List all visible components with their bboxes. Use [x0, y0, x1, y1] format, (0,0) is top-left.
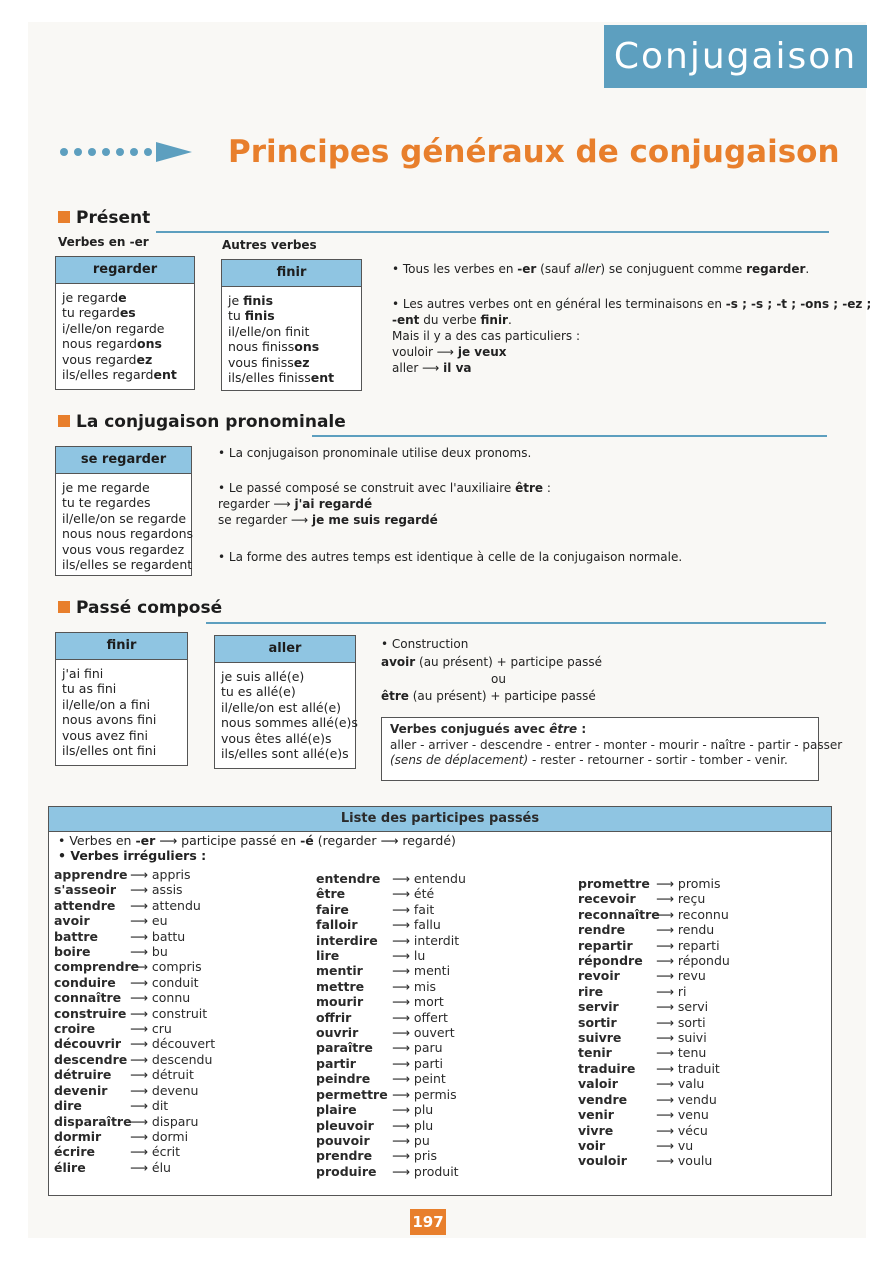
past-participle: ⟶ servi	[656, 999, 709, 1015]
past-participle: ⟶ tenu	[656, 1045, 707, 1061]
past-participle: ⟶ plu	[392, 1117, 434, 1133]
past-participle: ⟶ compris	[130, 959, 202, 975]
infinitive: entendre	[316, 871, 381, 886]
participles-intro-2: • Verbes irréguliers :	[58, 848, 207, 863]
conjugation-line: il/elle/on finit	[228, 323, 310, 339]
infinitive: repartir	[578, 937, 633, 953]
orange-square-icon	[58, 415, 70, 427]
participles-column-2	[316, 871, 466, 1179]
infinitive: faire	[316, 901, 349, 917]
participle-row	[578, 907, 730, 922]
past-participle: ⟶ descendu	[130, 1051, 213, 1067]
participle-row	[316, 1056, 466, 1071]
participle-row	[54, 944, 215, 959]
past-participle: ⟶ disparu	[130, 1113, 199, 1129]
infinitive: écrire	[54, 1144, 95, 1160]
past-participle: ⟶ élu	[130, 1159, 171, 1175]
conjugation-line: ils/elles sont allé(e)s	[221, 746, 349, 762]
participle-row	[316, 871, 466, 886]
table-body	[56, 284, 194, 386]
infinitive: peindre	[316, 1071, 371, 1087]
conjugation-line: je suis allé(e)	[221, 669, 305, 684]
participle-row	[316, 979, 466, 994]
conjugation-line: nous sommes allé(e)s	[221, 715, 358, 731]
table-header: aller	[215, 636, 355, 663]
past-participle: ⟶ fallu	[392, 917, 441, 933]
infinitive: croire	[54, 1021, 96, 1037]
participle-row	[316, 933, 466, 948]
participle-row	[316, 1071, 466, 1086]
participle-row	[316, 1102, 466, 1117]
note-pron-5: • La forme des autres temps est identique à celle de la conjugaison normale.	[218, 550, 683, 564]
conjugation-line: je finis	[228, 293, 274, 308]
label-autres-verbes: Autres verbes	[222, 238, 317, 252]
infinitive: falloir	[316, 917, 358, 933]
infinitive: promettre	[578, 876, 650, 891]
past-participle: ⟶ sorti	[656, 1014, 706, 1030]
participle-row	[316, 1164, 466, 1179]
participle-row	[54, 929, 215, 944]
section-rule	[156, 231, 829, 233]
participle-row	[54, 1129, 215, 1144]
participle-row	[54, 1083, 215, 1098]
past-participle: ⟶ traduit	[656, 1060, 720, 1076]
infinitive: produire	[316, 1163, 377, 1179]
infinitive: prendre	[316, 1148, 373, 1164]
conjugation-line: vous avez fini	[62, 727, 149, 743]
infinitive: découvrir	[54, 1036, 122, 1052]
participles-column-1	[54, 867, 215, 1175]
infinitive: permettre	[316, 1086, 388, 1102]
past-participle: ⟶ dit	[130, 1098, 169, 1114]
participle-row	[54, 867, 215, 882]
past-participle: ⟶ lu	[392, 948, 426, 964]
title-arrow-decoration	[60, 144, 198, 160]
infinitive: attendre	[54, 897, 116, 913]
note-present-4: Mais il y a des cas particuliers :	[392, 329, 580, 343]
participle-row	[54, 1160, 215, 1175]
conjugation-line: ils/elles regardent	[62, 367, 177, 383]
infinitive: vouloir	[578, 1153, 627, 1169]
participle-row	[578, 922, 730, 937]
participle-row	[316, 994, 466, 1009]
past-participle: ⟶ suivi	[656, 1030, 707, 1046]
infinitive: ouvrir	[316, 1025, 359, 1041]
past-participle: ⟶ écrit	[130, 1144, 180, 1160]
participle-row	[578, 953, 730, 968]
participle-row	[316, 1148, 466, 1163]
participle-row	[316, 1118, 466, 1133]
participle-row	[578, 1107, 730, 1122]
label-verbes-er: Verbes en -er	[58, 235, 149, 249]
past-participle: ⟶ fait	[392, 901, 435, 917]
participle-row	[578, 876, 730, 891]
note-present-3: -ent du verbe finir.	[392, 313, 512, 327]
conjugation-line: nous finissons	[228, 339, 320, 355]
conjugation-line: ils/elles finissent	[228, 370, 335, 386]
table-body	[56, 474, 194, 576]
participle-row	[316, 1025, 466, 1040]
conjugation-line: ils/elles ont fini	[62, 743, 157, 759]
participles-intro-1: • Verbes en -er ⟶ participe passé en -é (regarder ⟶ regardé)	[58, 833, 456, 848]
past-participle: ⟶ mis	[392, 978, 437, 994]
conjugation-line: je me regarde	[62, 480, 150, 495]
past-participle: ⟶ offert	[392, 1009, 448, 1025]
conjugation-table-aller-passe	[214, 635, 356, 769]
conjugation-line: nous avons fini	[62, 712, 157, 728]
participle-row	[578, 1061, 730, 1076]
etre-box-line2: (sens de déplacement) - rester - retourner - sortir - tomber - venir.	[390, 753, 788, 767]
past-participle: ⟶ eu	[130, 913, 168, 929]
past-participle: ⟶ paru	[392, 1040, 443, 1056]
note-passe-2: avoir (au présent) + participe passé	[381, 655, 602, 669]
conjugation-table-se-regarder	[55, 446, 192, 576]
past-participle: ⟶ voulu	[656, 1153, 713, 1169]
note-passe-4: être (au présent) + participe passé	[381, 689, 596, 703]
past-participle: ⟶ vécu	[656, 1122, 708, 1138]
infinitive: disparaître	[54, 1113, 132, 1129]
past-participle: ⟶ devenu	[130, 1082, 199, 1098]
participle-row	[316, 1010, 466, 1025]
past-participle: ⟶ reparti	[656, 937, 720, 953]
past-participle: ⟶ venu	[656, 1107, 709, 1123]
conjugation-line: tu regardes	[62, 305, 136, 321]
conjugation-line: nous regardons	[62, 336, 162, 352]
note-passe-3: ou	[491, 672, 506, 686]
section-heading-present: Présent	[58, 208, 150, 228]
etre-box-title: Verbes conjugués avec être :	[390, 722, 587, 736]
conjugation-table-regarder	[55, 256, 195, 390]
infinitive: comprendre	[54, 959, 140, 975]
page-title: Principes généraux de conjugaison	[228, 134, 840, 170]
past-participle: ⟶ appris	[130, 867, 191, 882]
participle-row	[578, 1153, 730, 1168]
infinitive: valoir	[578, 1076, 618, 1092]
past-participle: ⟶ permis	[392, 1086, 457, 1102]
conjugation-line: je regarde	[62, 290, 127, 305]
infinitive: traduire	[578, 1060, 636, 1076]
infinitive: avoir	[54, 913, 90, 929]
participle-row	[316, 948, 466, 963]
past-participle: ⟶ conduit	[130, 974, 199, 990]
infinitive: mentir	[316, 963, 363, 979]
infinitive: offrir	[316, 1009, 352, 1025]
participle-row	[578, 999, 730, 1014]
participle-row	[54, 898, 215, 913]
infinitive: partir	[316, 1055, 356, 1071]
infinitive: pouvoir	[316, 1132, 370, 1148]
infinitive: dormir	[54, 1128, 102, 1144]
infinitive: dire	[54, 1098, 82, 1114]
note-pron-4: se regarder ⟶ je me suis regardé	[218, 513, 438, 527]
participle-row	[54, 1021, 215, 1036]
past-participle: ⟶ valu	[656, 1076, 705, 1092]
participle-row	[54, 959, 215, 974]
infinitive: mourir	[316, 994, 364, 1010]
note-pron-3: regarder ⟶ j'ai regardé	[218, 497, 373, 511]
past-participle: ⟶ découvert	[130, 1036, 216, 1052]
page-number: 197	[410, 1209, 446, 1235]
infinitive: recevoir	[578, 891, 636, 907]
past-participle: ⟶ rendu	[656, 922, 715, 938]
infinitive: descendre	[54, 1051, 128, 1067]
infinitive: boire	[54, 944, 91, 960]
infinitive: rire	[578, 983, 604, 999]
infinitive: détruire	[54, 1067, 112, 1083]
conjugation-line: j'ai fini	[62, 666, 104, 681]
infinitive: suivre	[578, 1030, 622, 1046]
infinitive: servir	[578, 999, 619, 1015]
participle-row	[316, 1087, 466, 1102]
participle-row	[54, 1067, 215, 1082]
conjugation-line: il/elle/on a fini	[62, 696, 151, 712]
past-participle: ⟶ pu	[392, 1132, 430, 1148]
table-body	[215, 663, 358, 765]
table-header: regarder	[56, 257, 194, 284]
infinitive: lire	[316, 948, 340, 964]
participle-row	[578, 891, 730, 906]
infinitive: paraître	[316, 1040, 373, 1056]
past-participle: ⟶ répondu	[656, 953, 730, 969]
past-participle: ⟶ connu	[130, 990, 191, 1006]
infinitive: tenir	[578, 1045, 612, 1061]
infinitive: plaire	[316, 1102, 357, 1118]
past-participle: ⟶ produit	[392, 1163, 459, 1179]
infinitive: pleuvoir	[316, 1117, 374, 1133]
past-participle: ⟶ peint	[392, 1071, 446, 1087]
participle-row	[54, 1036, 215, 1051]
section-heading-pronominale: La conjugaison pronominale	[58, 412, 346, 432]
past-participle: ⟶ ri	[656, 983, 687, 999]
conjugation-line: nous nous regardons	[62, 526, 194, 542]
conjugation-line: i/elle/on regarde	[62, 320, 165, 336]
participle-row	[316, 917, 466, 932]
past-participle: ⟶ parti	[392, 1055, 444, 1071]
note-present-5: vouloir ⟶ je veux	[392, 345, 507, 359]
past-participle: ⟶ détruit	[130, 1067, 194, 1083]
participle-row	[578, 938, 730, 953]
participle-row	[578, 1076, 730, 1091]
past-participle: ⟶ revu	[656, 968, 706, 984]
participle-row	[54, 882, 215, 897]
past-participle: ⟶ vu	[656, 1137, 694, 1153]
participle-row	[578, 1015, 730, 1030]
participle-row	[54, 1098, 215, 1113]
participle-row	[578, 1092, 730, 1107]
section-heading-passe-compose: Passé composé	[58, 598, 222, 618]
table-body	[222, 287, 361, 389]
conjugation-table-finir-passe	[55, 632, 188, 766]
infinitive: apprendre	[54, 867, 128, 882]
infinitive: revoir	[578, 968, 620, 984]
conjugation-line: vous êtes allé(e)s	[221, 730, 332, 746]
past-participle: ⟶ cru	[130, 1021, 172, 1037]
past-participle: ⟶ dormi	[130, 1128, 189, 1144]
participle-row	[578, 968, 730, 983]
past-participle: ⟶ reconnu	[656, 906, 729, 922]
past-participle: ⟶ assis	[130, 882, 183, 898]
note-pron-1: • La conjugaison pronominale utilise deux pronoms.	[218, 446, 532, 460]
participle-row	[54, 1114, 215, 1129]
participle-row	[316, 1133, 466, 1148]
infinitive: connaître	[54, 990, 122, 1006]
past-participle: ⟶ attendu	[130, 897, 201, 913]
participle-row	[578, 984, 730, 999]
participle-row	[316, 1040, 466, 1055]
infinitive: battre	[54, 928, 98, 944]
participle-row	[54, 913, 215, 928]
infinitive: interdire	[316, 932, 378, 948]
infinitive: conduire	[54, 974, 116, 990]
past-participle: ⟶ entendu	[392, 871, 466, 886]
infinitive: rendre	[578, 922, 626, 938]
past-participle: ⟶ plu	[392, 1102, 434, 1118]
orange-square-icon	[58, 601, 70, 613]
note-present-6: aller ⟶ il va	[392, 361, 472, 375]
note-present-2: • Les autres verbes ont en général les terminaisons en -s ; -s ; -t ; -ons ; -ez ;	[392, 297, 872, 311]
section-rule	[206, 622, 826, 624]
infinitive: sortir	[578, 1014, 617, 1030]
past-participle: ⟶ bu	[130, 944, 168, 960]
participle-row	[54, 1144, 215, 1159]
participle-row	[54, 1006, 215, 1021]
participle-row	[316, 963, 466, 978]
infinitive: vendre	[578, 1091, 628, 1107]
table-header: finir	[222, 260, 361, 287]
infinitive: répondre	[578, 953, 643, 969]
participle-row	[578, 1030, 730, 1045]
participle-row	[578, 1045, 730, 1060]
past-participle: ⟶ mort	[392, 994, 444, 1010]
table-header: finir	[56, 633, 187, 660]
past-participle: ⟶ promis	[656, 876, 721, 891]
participle-row	[54, 975, 215, 990]
participles-column-3	[578, 876, 730, 1169]
past-participle: ⟶ construit	[130, 1005, 208, 1021]
infinitive: élire	[54, 1159, 86, 1175]
conjugation-line: tu te regardes	[62, 495, 151, 511]
past-participle: ⟶ battu	[130, 928, 186, 944]
participle-row	[578, 1138, 730, 1153]
conjugation-line: ils/elles se regardent	[62, 557, 193, 573]
past-participle: ⟶ ouvert	[392, 1025, 455, 1041]
conjugation-line: vous vous regardez	[62, 541, 185, 557]
participle-row	[578, 1123, 730, 1138]
etre-verbs-box	[381, 717, 843, 781]
orange-square-icon	[58, 211, 70, 223]
infinitive: voir	[578, 1137, 606, 1153]
section-rule	[312, 435, 827, 437]
participle-row	[54, 990, 215, 1005]
infinitive: construire	[54, 1005, 127, 1021]
note-present-1: • Tous les verbes en -er (sauf aller) se conjuguent comme regarder.	[392, 262, 810, 276]
note-pron-2: • Le passé composé se construit avec l'auxiliaire être :	[218, 481, 551, 495]
table-header: se regarder	[56, 447, 191, 474]
etre-box-line1: aller - arriver - descendre - entrer - monter - mourir - naître - partir - passer	[390, 737, 843, 752]
past-participle: ⟶ menti	[392, 963, 451, 979]
conjugation-line: tu finis	[228, 308, 275, 324]
infinitive: s'asseoir	[54, 882, 117, 898]
past-participle: ⟶ été	[392, 886, 435, 902]
conjugation-line: il/elle/on se regarde	[62, 510, 187, 526]
conjugation-line: il/elle/on est allé(e)	[221, 699, 342, 715]
infinitive: reconnaître	[578, 906, 660, 922]
participle-row	[316, 886, 466, 901]
infinitive: être	[316, 886, 346, 902]
past-participle: ⟶ vendu	[656, 1091, 717, 1107]
conjugation-line: vous regardez	[62, 351, 153, 367]
table-body	[56, 660, 187, 762]
conjugation-table-finir	[221, 259, 362, 391]
chapter-banner: Conjugaison	[604, 25, 867, 88]
past-participle: ⟶ interdit	[392, 932, 460, 948]
participle-row	[54, 1052, 215, 1067]
infinitive: devenir	[54, 1082, 108, 1098]
past-participle: ⟶ reçu	[656, 891, 706, 907]
infinitive: vivre	[578, 1122, 614, 1138]
infinitive: mettre	[316, 978, 365, 994]
participle-row	[316, 902, 466, 917]
past-participle: ⟶ pris	[392, 1148, 437, 1164]
conjugation-line: tu as fini	[62, 681, 117, 697]
note-passe-1: • Construction	[381, 637, 469, 651]
participles-list-header: Liste des participes passés	[49, 807, 831, 832]
conjugation-line: vous finissez	[228, 354, 310, 370]
infinitive: venir	[578, 1107, 614, 1123]
conjugation-line: tu es allé(e)	[221, 684, 296, 700]
